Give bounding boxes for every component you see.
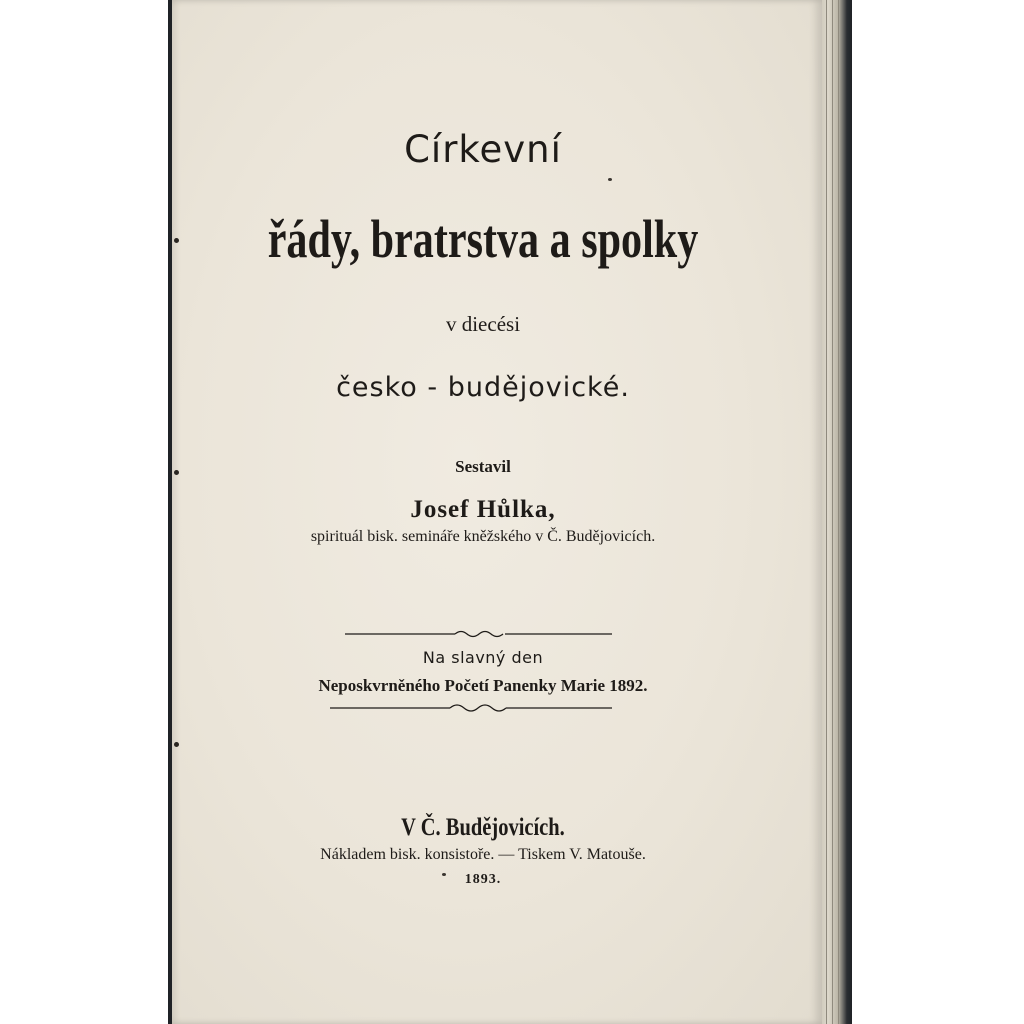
publisher-line: Nákladem bisk. konsistoře. — Tiskem V. Matouše.: [320, 846, 646, 863]
title-line-3: v diecési: [445, 312, 521, 336]
occasion-line-2: Neposkvrněného Početí Panenky Marie 1892.: [318, 676, 648, 695]
page-edges: [818, 0, 852, 1024]
publication-year: 1893.: [464, 872, 502, 887]
place-of-publication: V Č. Budějovicích.: [401, 814, 565, 841]
compiled-by-label: Sestavil: [455, 457, 511, 476]
binding-mark: [174, 238, 179, 243]
author-role: spirituál bisk. semináře kněžského v Č. Budějovicích.: [310, 528, 656, 545]
title-line-1: Církevní: [404, 128, 562, 171]
occasion-line-1: Na slavný den: [422, 648, 544, 667]
ink-speck: [608, 178, 612, 181]
title-line-2: řády, bratrstva a spolky: [267, 209, 699, 269]
title-line-4: česko - budějovické.: [336, 372, 630, 403]
binding-mark: [174, 742, 179, 747]
author-name: Josef Hůlka,: [410, 496, 556, 523]
